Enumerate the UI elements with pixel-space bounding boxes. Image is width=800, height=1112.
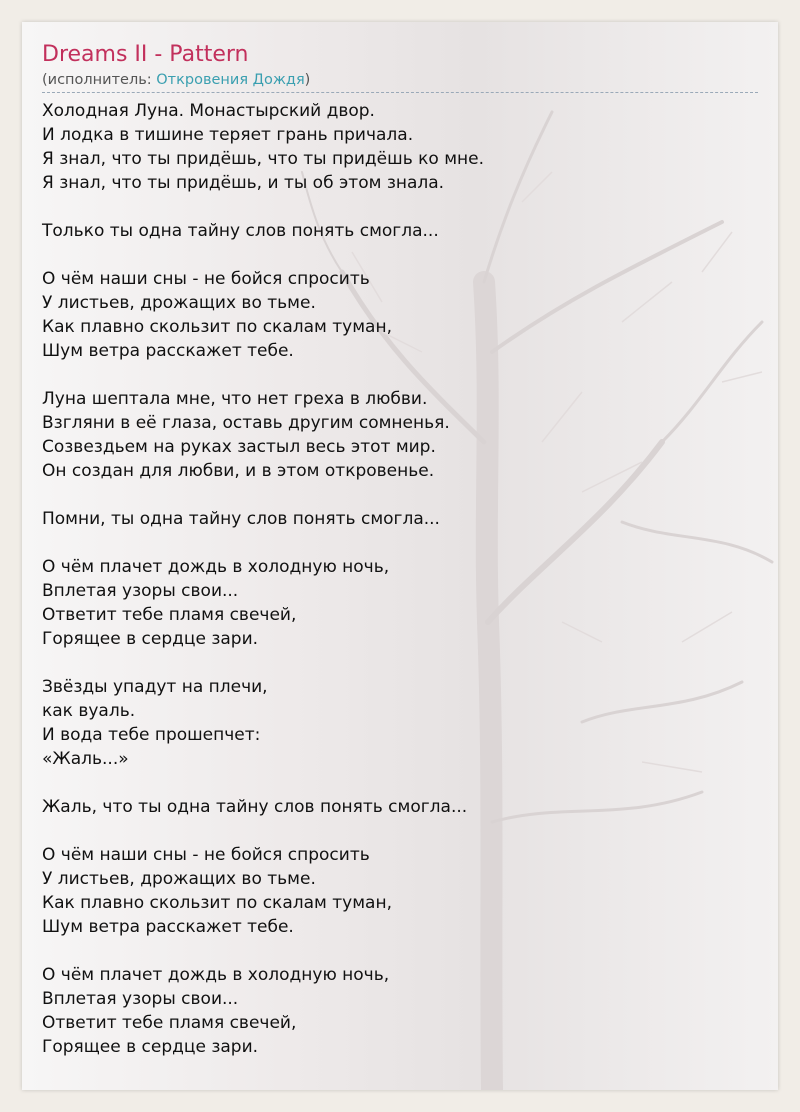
lyrics-line: Созвездьем на руках застыл весь этот мир. — [42, 437, 436, 457]
lyrics-line: Звёзды упадут на плечи, — [42, 677, 268, 697]
song-title: Dreams II - Pattern — [42, 42, 249, 67]
lyrics-line: Помни, ты одна тайну слов понять смогла... — [42, 509, 440, 529]
lyrics-line: Как плавно скользит по скалам туман, — [42, 317, 392, 337]
lyrics-stanza — [42, 963, 758, 1059]
lyrics-line: О чём наши сны - не бойся спросить — [42, 845, 370, 865]
lyrics-stanza — [42, 387, 758, 483]
lyrics-line: О чём наши сны - не бойся спросить — [42, 269, 370, 289]
lyrics-line: Горящее в сердце зари. — [42, 629, 259, 649]
artist-link[interactable]: Откровения Дождя — [156, 72, 305, 88]
lyrics-line: У листьев, дрожащих во тьме. — [42, 293, 316, 313]
lyrics-line: Только ты одна тайну слов понять смогла... — [42, 221, 439, 241]
lyrics-line: О чём плачет дождь в холодную ночь, — [42, 557, 390, 577]
lyrics-line: И вода тебе прошепчет: — [42, 725, 261, 745]
lyrics-line: Ответит тебе пламя свечей, — [42, 605, 297, 625]
lyrics-line: Горящее в сердце зари. — [42, 1037, 259, 1057]
lyrics-card — [22, 22, 778, 1090]
lyrics-line: Он создан для любви, и в этом откровенье. — [42, 461, 435, 481]
lyrics-stanza — [42, 219, 758, 243]
lyrics-line: Вплетая узоры свои... — [42, 989, 239, 1009]
lyrics-line: Луна шептала мне, что нет греха в любви. — [42, 389, 428, 409]
lyrics-line: Вплетая узоры свои... — [42, 581, 239, 601]
lyrics-line: Как плавно скользит по скалам туман, — [42, 893, 392, 913]
lyrics-body — [42, 99, 758, 1059]
lyrics-stanza — [42, 675, 758, 771]
lyrics-stanza — [42, 507, 758, 531]
lyrics-line: У листьев, дрожащих во тьме. — [42, 869, 316, 889]
lyrics-stanza — [42, 267, 758, 363]
artist-suffix: ) — [304, 72, 311, 88]
artist-prefix: (исполнитель: — [42, 72, 157, 88]
lyrics-line: Холодная Луна. Монастырский двор. — [42, 101, 375, 121]
lyrics-line: И лодка в тишине теряет грань причала. — [42, 125, 414, 145]
lyrics-line: Взгляни в её глаза, оставь другим сомненья. — [42, 413, 450, 433]
lyrics-stanza — [42, 99, 758, 195]
artist-line — [42, 70, 758, 93]
lyrics-line: Жаль, что ты одна тайну слов понять смогла... — [42, 797, 468, 817]
lyrics-stanza — [42, 843, 758, 939]
lyrics-line: Я знал, что ты придёшь, что ты придёшь ко мне. — [42, 149, 484, 169]
lyrics-stanza — [42, 795, 758, 819]
lyrics-line: Шум ветра расскажет тебе. — [42, 917, 294, 937]
lyrics-stanza — [42, 555, 758, 651]
lyrics-line: Ответит тебе пламя свечей, — [42, 1013, 297, 1033]
lyrics-line: Я знал, что ты придёшь, и ты об этом знала. — [42, 173, 445, 193]
lyrics-line: «Жаль...» — [42, 749, 129, 769]
lyrics-line: как вуаль. — [42, 701, 136, 721]
lyrics-line: Шум ветра расскажет тебе. — [42, 341, 294, 361]
lyrics-content — [42, 40, 758, 1083]
lyrics-line: О чём плачет дождь в холодную ночь, — [42, 965, 390, 985]
